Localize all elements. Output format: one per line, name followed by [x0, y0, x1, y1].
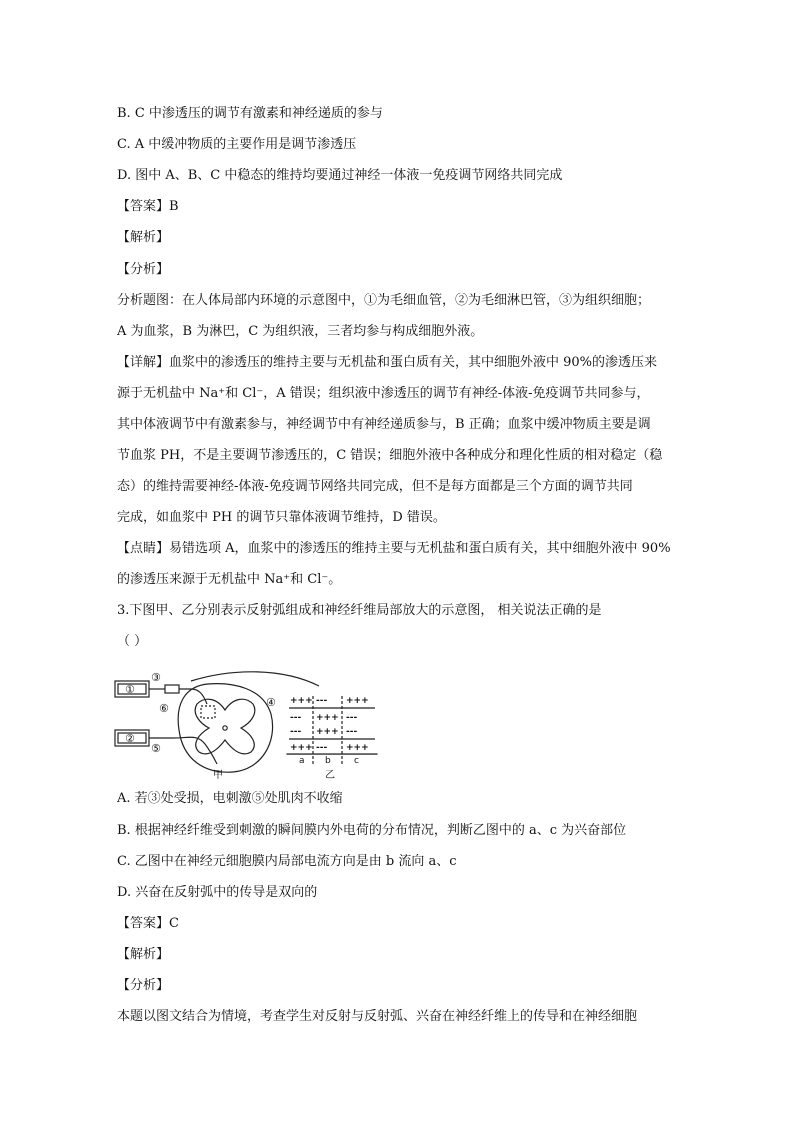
- region-c: c: [354, 756, 359, 766]
- charge-bot-mid: ---: [316, 743, 328, 753]
- label-6: ⑥: [159, 702, 169, 715]
- q3-option-b: B. 根据神经纤维受到刺激的瞬间膜内外电荷的分布情况，判断乙图中的 a、c 为兴奋部位: [117, 823, 627, 838]
- q2-tip-line: 【点睛】易错选项 A，血浆中的渗透压的维持主要与无机盐和蛋白质有关，其中细胞外液中 90%: [117, 541, 671, 556]
- spinal-cord-outline: [178, 684, 272, 773]
- q2-option-c: C. A 中缓冲物质的主要作用是调节渗透压: [117, 137, 357, 152]
- q2-detail-line: 态）的维持需要神经-体液-免疫调节网络共同完成，但不是每方面都是三个方面的调节共同: [117, 479, 633, 494]
- label-1: ①: [125, 683, 135, 696]
- q2-detail-line: 【详解】血浆中的渗透压的维持主要与无机盐和蛋白质有关，其中细胞外液中 90%的渗透压来: [117, 355, 658, 370]
- charge-inner-top-left: ---: [290, 713, 302, 723]
- region-a: a: [299, 756, 305, 766]
- interneuron-box: [201, 706, 215, 718]
- charge-inner-bot-mid: +++: [316, 727, 339, 737]
- q2-option-b: B. C 中渗透压的调节有激素和神经递质的参与: [117, 106, 383, 121]
- q3-option-a: A. 若③处受损，电刺激⑤处肌肉不收缩: [117, 791, 343, 806]
- label-2: ②: [125, 732, 135, 745]
- reflex-arc-jia: [115, 672, 319, 772]
- q3-analysis-heading: 【解析】: [117, 947, 170, 962]
- charge-bot-right: +++: [346, 743, 369, 753]
- charge-top-right: +++: [346, 696, 369, 706]
- q3-fenxi-heading: 【分析】: [117, 978, 170, 993]
- q2-fenxi-heading: 【分析】: [117, 262, 170, 277]
- q2-detail-line: 其中体液调节中有激素参与，神经调节中有神经递质参与，B 正确；血浆中缓冲物质主要是调: [117, 417, 651, 432]
- q2-tip-line: 的渗透压来源于无机盐中 Na⁺和 Cl⁻。: [117, 572, 342, 587]
- q2-detail-line: 源于无机盐中 Na⁺和 Cl⁻，A 错误；组织液中渗透压的调节有神经-体液-免疫调节共同参与，: [117, 386, 650, 401]
- q2-detail-line: 节血浆 PH，不是主要调节渗透压的，C 错误；细胞外液中各种成分和理化性质的相对稳定（稳: [117, 448, 663, 463]
- q3-answer: 【答案】C: [117, 916, 179, 931]
- label-yi: 乙: [325, 770, 335, 779]
- q2-fenxi-line: A 为血浆，B 为淋巴，C 为组织液，三者均参与构成细胞外液。: [117, 324, 484, 339]
- charge-inner-bot-right: ---: [346, 727, 358, 737]
- region-b: b: [325, 756, 331, 766]
- q3-stem: 3.下图甲、乙分别表示反射弧组成和神经纤维局部放大的示意图， 相关说法正确的是: [117, 603, 602, 618]
- q3-option-d: D. 兴奋在反射弧中的传导是双向的: [117, 885, 318, 900]
- charge-bot-left: +++: [290, 743, 313, 753]
- q3-stem-bracket: （ ）: [117, 634, 148, 649]
- charge-inner-top-right: ---: [346, 713, 358, 723]
- charge-top-mid: ---: [316, 696, 328, 706]
- label-3: ③: [151, 671, 161, 684]
- ganglion: [165, 685, 179, 693]
- q2-analysis-heading: 【解析】: [117, 230, 170, 245]
- central-canal: [223, 726, 227, 730]
- charge-inner-top-mid: +++: [316, 713, 339, 723]
- q3-option-c: C. 乙图中在神经元细胞膜内局部电流方向是由 b 流向 a、c: [117, 854, 457, 869]
- charge-top-left: +++: [290, 696, 313, 706]
- q2-fenxi-line: 分析题图：在人体局部内环境的示意图中，①为毛细血管，②为毛细淋巴管，③为组织细胞；: [117, 293, 651, 308]
- q2-option-d: D. 图中 A、B、C 中稳态的维持均要通过神经一体液一免疫调节网络共同完成: [117, 168, 563, 183]
- reflex-arc-diagram: [113, 664, 403, 779]
- label-jia: 甲: [213, 770, 223, 779]
- q3-fenxi-line: 本题以图文结合为情境，考查学生对反射与反射弧、兴奋在神经纤维上的传导和在神经细胞: [117, 1009, 638, 1024]
- charge-inner-bot-left: ---: [290, 727, 302, 737]
- label-5: ⑤: [151, 742, 161, 755]
- sensory-fiber-in: [179, 689, 207, 704]
- q2-answer: 【答案】B: [117, 199, 179, 214]
- q2-detail-line: 完成，如血浆中 PH 的调节只靠体液调节维持，D 错误。: [117, 510, 446, 525]
- q3-figure: [113, 664, 403, 779]
- label-4: ④: [266, 696, 276, 709]
- gray-matter: [195, 699, 255, 754]
